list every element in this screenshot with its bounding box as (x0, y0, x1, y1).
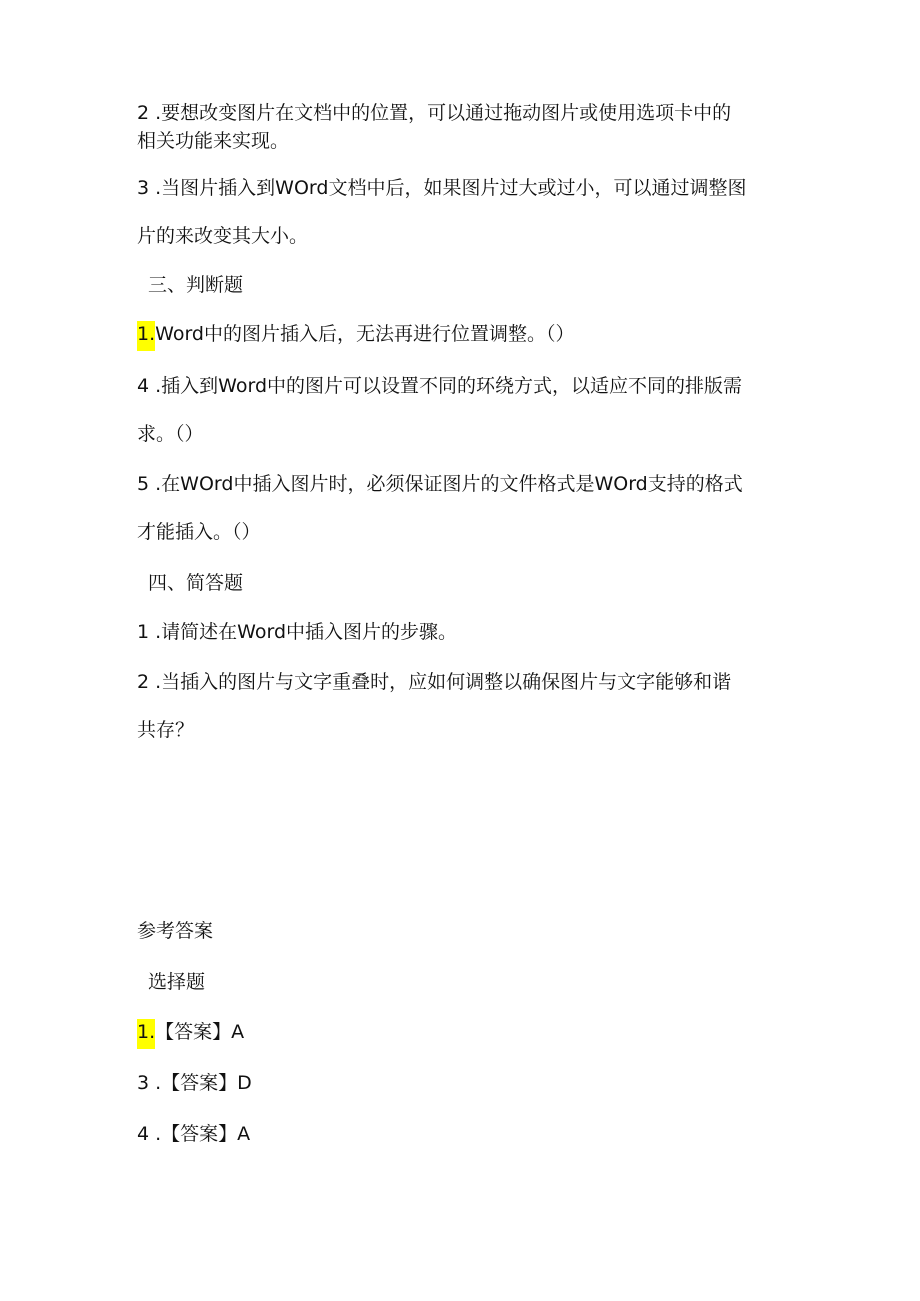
true-false-heading: 三、判断题 (148, 274, 244, 296)
short-answer-q2-line2: 共存？ (137, 719, 195, 741)
true-false-q1-text: Word中的图片插入后，无法再进行位置调整。（） (155, 323, 575, 345)
fill-in-q2-line1: 2 .要想改变图片在文档中的位置，可以通过拖动图片或使用选项卡中的 (137, 102, 732, 124)
answer-4: 4 .【答案】A (137, 1123, 251, 1145)
fill-in-q3-line2: 片的来改变其大小。 (137, 225, 309, 247)
true-false-q5-line1: 5 .在WOrd中插入图片时，必须保证图片的文件格式是WOrd支持的格式 (137, 473, 743, 495)
answer-1 (137, 1020, 244, 1044)
answer-3: 3 .【答案】D (137, 1072, 252, 1094)
short-answer-q2-line1: 2 .当插入的图片与文字重叠时，应如何调整以确保图片与文字能够和谐 (137, 671, 732, 693)
true-false-q4-line1: 4 .插入到Word中的图片可以设置不同的环绕方式，以适应不同的排版需 (137, 375, 743, 397)
answer-1-text: 【答案】A (155, 1021, 245, 1043)
fill-in-q2-line2: 相关功能来实现。 (137, 130, 290, 152)
short-answer-heading: 四、简答题 (148, 572, 244, 594)
true-false-q1 (137, 322, 574, 346)
answer-1-number: 1. (137, 1019, 155, 1049)
true-false-q5-line2: 才能插入。（） (137, 521, 261, 543)
short-answer-q1: 1 .请简述在Word中插入图片的步骤。 (137, 621, 458, 643)
true-false-q1-number: 1. (137, 321, 155, 351)
answers-heading: 参考答案 (137, 920, 214, 942)
true-false-q4-line2: 求。（） (137, 423, 204, 445)
fill-in-q3-line1: 3 .当图片插入到WOrd文档中后，如果图片过大或过小，可以通过调整图 (137, 177, 747, 199)
answers-subheading: 选择题 (148, 971, 206, 993)
